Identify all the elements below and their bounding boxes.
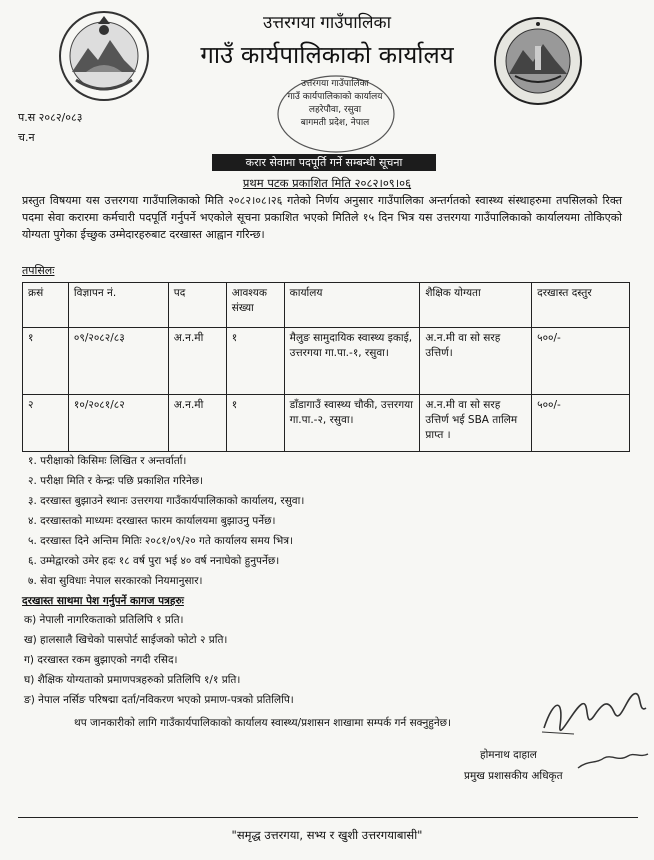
notice-body: प्रस्तुत विषयमा यस उत्तरगया गाउँपालिकाको मिति २०८२।०८।२६ गतेको निर्णय अनुसार गाउँपालिका अन्तर्गतको स्वास्थ्य संस्थाहरुमा तपसिलको रिक्त पदमा सेवा करारमा कर्मचारी पदपूर्ति गर्नुपर्ने भएकोले सूचना प्रकाशित भएको मितिले १५ दिन भित्र यस उत्तरगया गाउँपालिकाको कार्यालयमा तोकिएको योग्यता पुगेका ईच्छुक उम्मेदारहरुबाट दरखास्त आह्वान गरिन्छ। [22,194,622,241]
footer-slogan: "समृद्ध उत्तरगया, सभ्य र खुशी उत्तरगयाबासी" [231,828,423,842]
notice-subtitle [0,176,654,191]
condition-item: ६. उम्मेद्वारको उमेर हदः १८ वर्ष पुरा भई ४० वर्ष ननाघेको हुनुपर्नेछ। [28,555,280,567]
signatory-name: होमनाथ दाहाल [480,749,537,761]
condition-item: ७. सेवा सुविधाः नेपाल सरकारको नियमानुसार। [28,575,203,587]
header-cell: कार्यालय [284,283,420,328]
header-cell: आवश्यक संख्या [226,283,284,328]
table-cell: अ.न.मी वा सो सरह उत्तिर्ण। [420,328,532,395]
table-row [23,328,630,395]
dispatch-number: च.न [18,131,35,144]
condition-item: ५. दरखास्त दिने अन्तिम मितिः २०८१/०९/२० गते कार्यालय समय भित्र। [28,535,294,547]
header-cell: शैक्षिक योग्यता [420,283,532,328]
stamp-line: लहरेपौवा, रसुवा [308,105,362,115]
details-label: तपसिलः [22,264,55,277]
municipality-name: उत्तरगया गाउँपालिका [263,13,391,33]
document-item: घ) शैक्षिक योग्यताको प्रमाणपत्रहरुको प्रतिलिपि १/१ प्रति। [24,674,241,686]
table-cell: अ.न.मी [168,328,226,395]
municipality-seal-logo [493,16,583,106]
table-cell: १०/२०८१/८२ [68,395,168,452]
documents-heading: दरखास्त साथमा पेश गर्नुपर्ने कागज पत्रहरुः [22,595,184,607]
table-header-row [23,283,630,328]
footer-divider [18,817,638,818]
office-name: गाउँ कार्यपालिकाको कार्यालय [200,41,454,69]
handwritten-signature [534,668,652,778]
more-info-text: थप जानकारीको लागि गाउँकार्यपालिकाको कार्यालय स्वास्थ्य/प्रशासन शाखामा सम्पर्क गर्न सक्नुहुनेछ। [74,717,452,729]
table-row [23,395,630,452]
table-cell: २ [23,395,69,452]
table-cell: अ.न.मी [168,395,226,452]
header-cell: विज्ञापन नं. [68,283,168,328]
table-cell: १ [226,328,284,395]
notice-title: करार सेवामा पदपूर्ति गर्ने सम्बन्धी सूचना [212,154,436,171]
reference-number: प.स २०८२/०८३ [18,111,83,124]
document-item: ख) हालसालै खिचेको पासपोर्ट साईजको फोटो २ प्रति। [24,634,228,646]
header-cell: दरखास्त दस्तुर [532,283,630,328]
header-cell: पद [168,283,226,328]
condition-item: १. परीक्षाको किसिमः लिखित र अन्तर्वार्ता। [28,455,187,467]
table-cell: ५००/- [532,395,630,452]
document-item: ग) दरखास्त रकम बुझाएको नगदी रसिद। [24,654,178,666]
nepal-emblem-logo [58,10,150,102]
document-item: ङ) नेपाल नर्सिङ परिषद्मा दर्ता/नविकरण भएको प्रमाण-पत्रको प्रतिलिपि। [24,694,294,706]
stamp-text [280,78,390,130]
condition-item: ३. दरखास्त बुझाउने स्थानः उत्तरगया गाउँकार्यपालिकाको कार्यालय, रसुवा। [28,495,305,507]
stamp-line: उत्तरगया गाउँपालिका [301,79,369,89]
condition-item: ४. दरखास्तको माध्यमः दरखास्त फारम कार्यालयमा बुझाउनु पर्नेछ। [28,515,276,527]
stamp-line: बागमती प्रदेश, नेपाल [300,118,370,128]
document-item: क) नेपाली नागरिकताको प्रतिलिपि १ प्रति। [24,614,184,626]
table-cell: डाँडागाउँ स्वास्थ्य चौकी, उत्तरगया गा.पा.-२, रसुवा। [284,395,420,452]
table-cell: अ.न.मी वा सो सरह उत्तिर्ण भई SBA तालिम प्राप्त । [420,395,532,452]
condition-item: २. परीक्षा मिति र केन्द्रः पछि प्रकाशित गरिनेछ। [28,475,204,487]
table-cell: ०९/२०८२/८३ [68,328,168,395]
notice-subtitle-text: प्रथम पटक प्रकाशित मिति २०८२।०९।०६ [242,176,412,190]
table-cell: मैलुङ सामुदायिक स्वास्थ्य इकाई, उत्तरगया गा.पा.-१, रसुवा। [284,328,420,395]
vacancy-table [22,282,630,452]
table-cell: १ [23,328,69,395]
stamp-line: गाउँ कार्यपालिकाको कार्यालय [287,92,383,102]
table-cell: १ [226,395,284,452]
signatory-title: प्रमुख प्रशासकीय अधिकृत [464,770,563,782]
header-cell: क्रसं [23,283,69,328]
table-cell: ५००/- [532,328,630,395]
